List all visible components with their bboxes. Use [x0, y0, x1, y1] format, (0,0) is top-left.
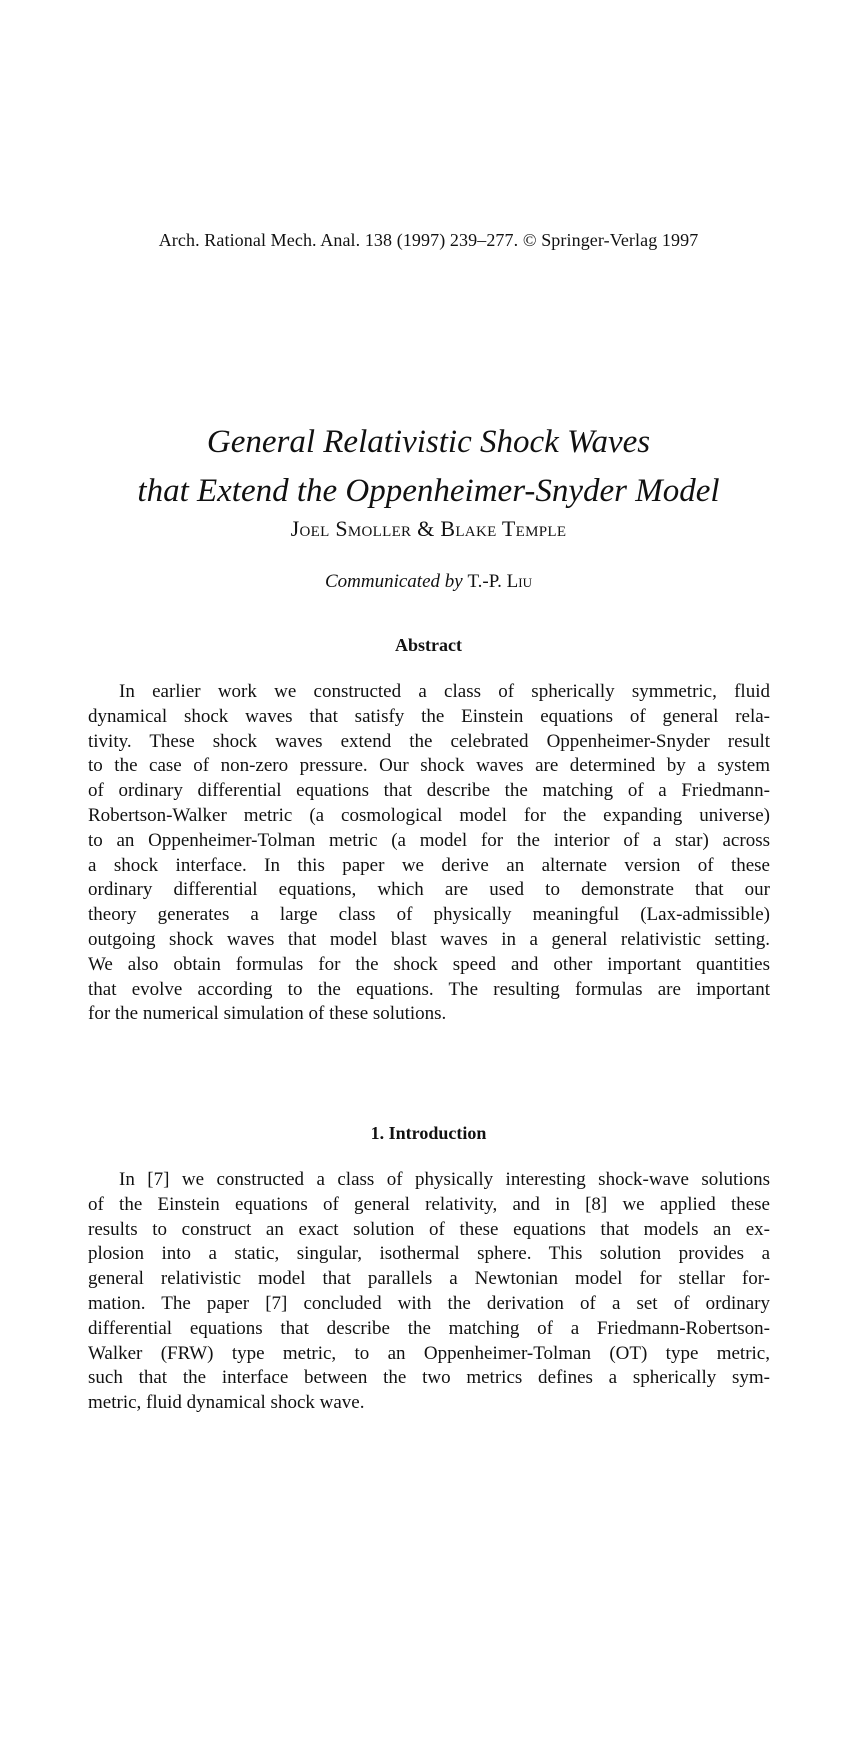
journal-citation: Arch. Rational Mech. Anal. 138 (1997) 239–277. © Springer-Verlag 1997	[158, 230, 699, 250]
text-line: Robertson-Walker metric (a cosmological model for the expanding universe)	[88, 804, 770, 826]
title-line: that Extend the Oppenheimer-Snyder Model	[137, 473, 720, 509]
title-line: General Relativistic Shock Waves	[206, 424, 651, 460]
authors: Joel Smoller & Blake Temple	[290, 516, 567, 541]
abstract-body	[88, 680, 770, 1027]
text-line: such that the interface between the two metrics defines a spherically sym-	[88, 1367, 770, 1389]
text-line: general relativistic model that parallels a Newtonian model for stellar for-	[88, 1268, 770, 1290]
text-line: to the case of non-zero pressure. Our shock waves are determined by a system	[88, 755, 770, 777]
abstract-heading: Abstract	[395, 635, 462, 655]
paper-title	[0, 418, 857, 516]
text-line: In earlier work we constructed a class of spherically symmetric, fluid	[119, 681, 770, 702]
text-line: plosion into a static, singular, isothermal sphere. This solution provides a	[88, 1243, 770, 1265]
text-line: outgoing shock waves that model blast waves in a general relativistic setting.	[88, 928, 770, 950]
text-line: tivity. These shock waves extend the celebrated Oppenheimer-Snyder result	[88, 730, 770, 752]
text-line: to an Oppenheimer-Tolman metric (a model for the interior of a star) across	[88, 829, 770, 851]
introduction-body	[88, 1168, 770, 1416]
text-line: Walker (FRW) type metric, to an Oppenheimer-Tolman (OT) type metric,	[88, 1342, 770, 1364]
text-line: dynamical shock waves that satisfy the Einstein equations of general rela-	[88, 705, 770, 727]
text-line: for the numerical simulation of these solutions.	[88, 1003, 447, 1025]
text-line: theory generates a large class of physically meaningful (Lax-admissible)	[88, 904, 770, 926]
communicated-by	[0, 571, 857, 593]
text-line: In [7] we constructed a class of physically interesting shock-wave solutions	[119, 1169, 770, 1190]
text-line: ordinary differential equations, which are used to demonstrate that our	[88, 879, 770, 901]
introduction-heading: 1. Introduction	[370, 1123, 487, 1143]
text-line: of ordinary differential equations that describe the matching of a Friedmann-	[88, 780, 770, 802]
text-line: We also obtain formulas for the shock speed and other important quantities	[88, 953, 770, 975]
text-line: results to construct an exact solution of these equations that models an ex-	[88, 1218, 770, 1240]
text-line: differential equations that describe the matching of a Friedmann-Robertson-	[88, 1317, 770, 1339]
communicated-label: Communicated by	[324, 571, 463, 592]
text-line: a shock interface. In this paper we derive an alternate version of these	[88, 854, 770, 876]
communicated-name: T.-P. Liu	[467, 571, 533, 592]
text-line: that evolve according to the equations. The resulting formulas are important	[88, 978, 770, 1000]
text-line: of the Einstein equations of general relativity, and in [8] we applied these	[88, 1193, 770, 1215]
text-line: metric, fluid dynamical shock wave.	[88, 1392, 365, 1414]
text-line: mation. The paper [7] concluded with the derivation of a set of ordinary	[88, 1292, 770, 1314]
